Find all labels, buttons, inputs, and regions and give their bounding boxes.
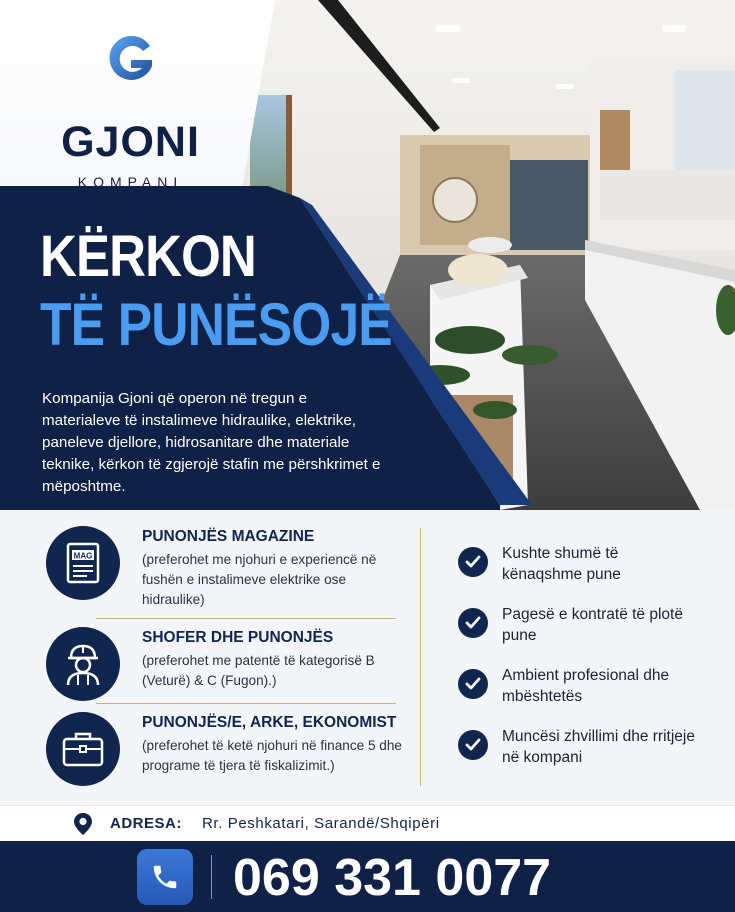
job-title: PUNONJËS MAGAZINE (142, 528, 315, 545)
location-pin-icon (72, 812, 94, 836)
column-divider (420, 528, 421, 786)
address-strip (0, 805, 735, 841)
worker-helmet-icon (46, 627, 120, 701)
address-label: ADRESA: (110, 815, 182, 832)
phone-divider (211, 855, 212, 899)
benefit-text: Kushte shumë të kënaqshme pune (502, 545, 621, 583)
job-item (46, 712, 406, 792)
check-icon (458, 730, 488, 760)
benefit-item (458, 726, 708, 776)
intro-text: Kompanija Gjoni që operon në tregun e materialeve të instalimeve hidraulike, elektrike, paneleve djellore, hidrosanitare dhe materiale teknike, kërkon të zgjerojë stafin me përshkrimet e mëposhtme. (42, 390, 381, 495)
mag-icon-label: MAG (73, 551, 93, 561)
benefit-item (458, 543, 708, 593)
job-description: (preferohet me njohuri e experiencë në fushën e instalimeve elektrike ose hidraulike) (142, 552, 377, 607)
divider (96, 618, 396, 619)
phone-number[interactable]: 069 331 0077 (233, 849, 552, 907)
benefit-text: Muncësi zhvillimi dhe rritjeje në kompani (502, 728, 695, 766)
headline-line1: KËRKON (40, 224, 256, 289)
briefcase-icon (46, 712, 120, 786)
job-title: SHOFER DHE PUNONJËS (142, 629, 334, 646)
benefit-item (458, 604, 708, 654)
check-icon (458, 547, 488, 577)
mag-document-icon (46, 526, 120, 600)
address-value: Rr. Peshkatari, Sarandë/Shqipëri (202, 815, 440, 832)
phone-icon[interactable] (137, 849, 193, 905)
job-item (46, 526, 406, 606)
job-description: (preferohet me patentë të kategorisë B (Veturë) & C (Fugon).) (142, 653, 375, 688)
logo-g-icon (104, 32, 158, 88)
job-description: (preferohet të ketë njohuri në finance 5 dhe programe të tjera të fiskalizimit.) (142, 738, 402, 773)
job-title: PUNONJËS/E, ARKE, EKONOMIST (142, 714, 397, 731)
divider (96, 703, 396, 704)
phone-bar (0, 841, 735, 912)
benefit-text: Pagesë e kontratë të plotë pune (502, 606, 683, 644)
check-icon (458, 669, 488, 699)
logo-subtitle: KOMPANI (77, 174, 184, 190)
benefit-item (458, 665, 708, 715)
benefit-text: Ambient profesional dhe mbështetës (502, 667, 670, 705)
headline-line2: TË PUNËSOJË (40, 291, 392, 358)
logo-name: GJONI (61, 118, 200, 166)
check-icon (458, 608, 488, 638)
job-item (46, 627, 406, 707)
